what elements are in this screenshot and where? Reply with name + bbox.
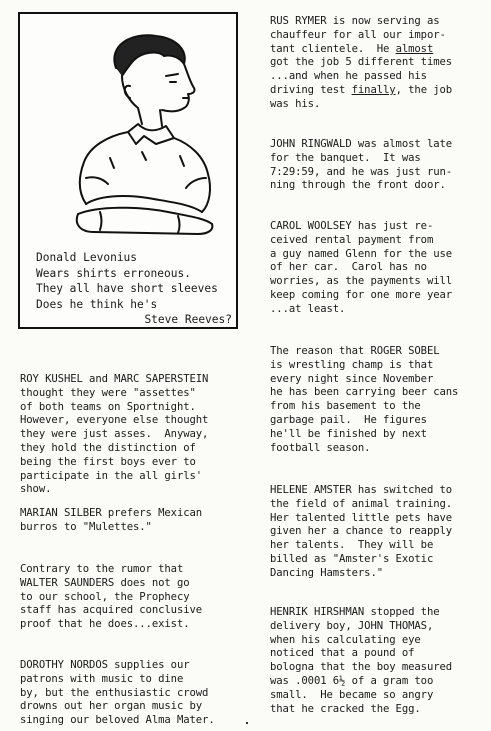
- page-speck: [246, 722, 248, 724]
- cartoon-caption: [36, 250, 232, 328]
- blurb-rymer: [270, 15, 452, 112]
- cartoon-panel: [18, 12, 238, 329]
- blurb-rymer-part: RUS RYMER is now serving as chauffeur for all our impor- tant clientele. He: [270, 15, 446, 55]
- blurb-ringwald: JOHN RINGWALD was almost late for the banquet. It was 7:29:59, and he was just run- ning through the front door.: [270, 138, 453, 192]
- underlined-word: finally: [351, 83, 396, 96]
- caption-line: Wears shirts erroneous.: [36, 266, 191, 280]
- blurb-kushel-saperstein: ROY KUSHEL and MARC SAPERSTEIN thought they were "assettes" of both teams on Sportnight. However, everyone else thought they were just asses. Anyway, they hold the distinction of being the first boys ever to participate in the all girls' show.: [20, 373, 209, 496]
- caption-line: Donald Levonius: [36, 251, 138, 264]
- underlined-word: almost: [395, 42, 434, 55]
- blurb-saunders: Contrary to the rumor that WALTER SAUNDERS does not go to our school, the Prophecy staff has acquired conclusive proof that he does...exist.: [20, 563, 203, 631]
- blurb-amster: HELENE AMSTER has switched to the field of animal training. Her talented little pets have given her a chance to reapply her talents. They will be billed as "Amster's Exotic Dancing Hamsters.": [270, 484, 453, 579]
- blurb-hirshman: HENRIK HIRSHMAN stopped the delivery boy, JOHN THOMAS, when his calculating eye noticed that a pound of bologna that the boy measured was .0001 6½ of a gram too small. He became so angry that he cracked the Egg.: [270, 606, 453, 715]
- blurb-sobel: The reason that ROGER SOBEL is wrestling champ is that every night since November he has been carrying beer cans from his basement to the garbage pail. He figures he'll be finished by next football season.: [270, 345, 459, 454]
- caption-line: Does he think he's: [36, 297, 158, 311]
- cartoon-illustration: [38, 28, 222, 248]
- blurb-silber: MARIAN SILBER prefers Mexican burros to "Mulettes.": [20, 507, 203, 533]
- blurb-rymer-part: got the job 5 different times ...and when he passed his driving test: [270, 56, 453, 96]
- blurb-woolsey: CAROL WOOLSEY has just re- ceived rental payment from a guy named Glenn for the use of her car. Carol has no worries, as the payments will keep coming for one more year ...at least.: [270, 220, 453, 315]
- caption-line: They all have short sleeves: [36, 282, 218, 296]
- blurb-nordos: DOROTHY NORDOS supplies our patrons with music to dine by, but the enthusiastic crowd drowns out her organ music by singing our beloved Alma Mater.: [20, 659, 215, 727]
- blurb-rymer-part: , the job was his.: [270, 83, 453, 110]
- caption-line-last: Steve Reeves?: [144, 313, 232, 327]
